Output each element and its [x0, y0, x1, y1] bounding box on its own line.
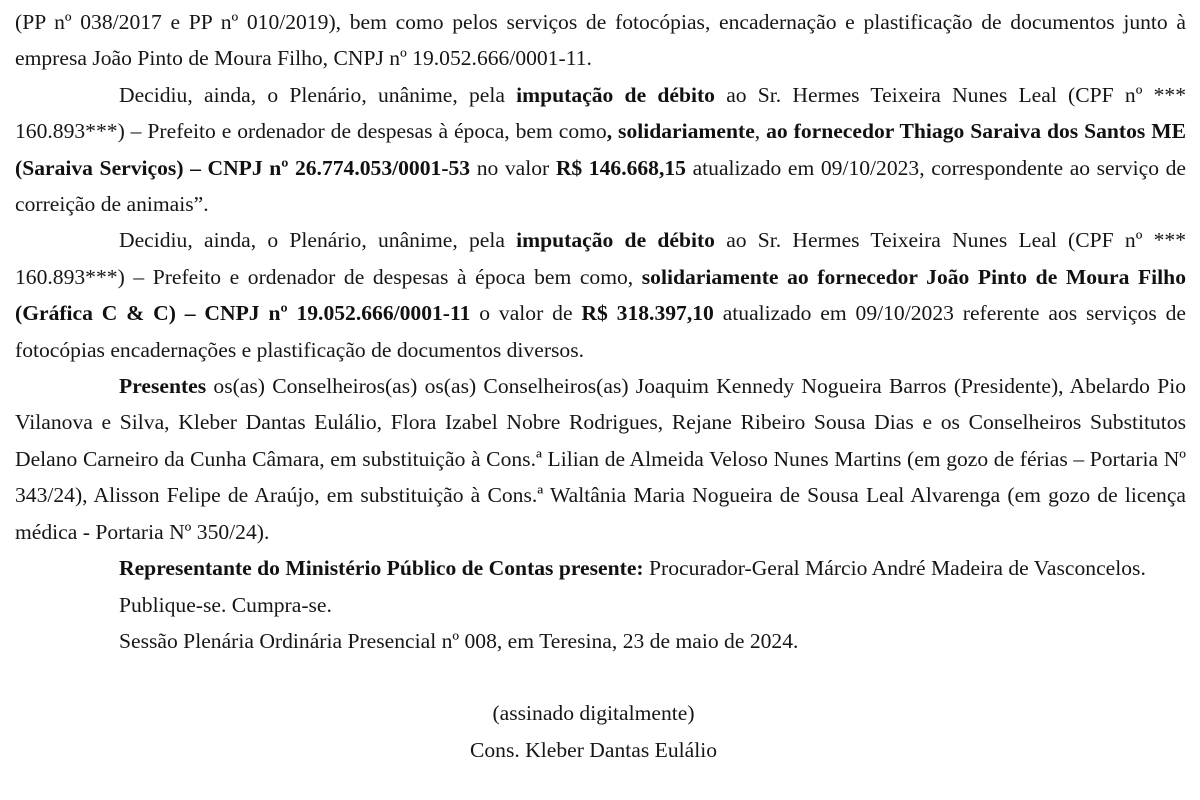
debit-amount: R$ 318.397,10	[581, 301, 714, 326]
paragraph-text: ao Sr. Hermes Teixeira Nunes Leal (CPF nº *** 160.893***) – Prefeito e ordenador de despesas à época, bem como	[15, 82, 1187, 144]
paragraph-text: atualizado em 09/10/2023 referente aos serviços de fotocópias encadernações e plastificação de documentos diversos.	[15, 301, 1186, 362]
paragraph-debit-thiago	[15, 77, 1186, 223]
paragraph-text: ,	[754, 119, 767, 144]
paragraph-prosecutor	[15, 550, 1186, 586]
bold-text: ao fornecedor Thiago Saraiva dos Santos ME (Saraiva Serviços) – CNPJ nº 26.774.053/0001-53	[15, 119, 1187, 180]
spacer	[15, 659, 1186, 695]
paragraph-text: o valor de	[470, 301, 582, 326]
signature-note: (assinado digitalmente)	[492, 701, 695, 726]
paragraph-text: Decidiu, ainda, o Plenário, unânime, pela	[119, 82, 517, 107]
publish-line: Publique-se. Cumpra-se.	[119, 592, 332, 617]
signature-name: Cons. Kleber Dantas Eulálio	[469, 737, 718, 762]
paragraph-text: Procurador-Geral Márcio André Madeira de Vasconcelos.	[643, 556, 1146, 581]
paragraph-text: atualizado em 09/10/2023, correspondente ao serviço de correição de animais”.	[15, 155, 1186, 217]
bold-text: Representante do Ministério Público de Contas presente:	[119, 556, 644, 581]
bold-text: Presentes	[119, 374, 207, 399]
paragraph-present-members	[15, 368, 1186, 550]
paragraph-text: (PP nº 038/2017 e PP nº 010/2019), bem como pelos serviços de fotocópias, encadernação e plastificação de documentos junto à empresa João Pinto de Moura Filho, CNPJ nº 19.052.666/0001-11.	[15, 10, 1186, 71]
session-line: Sessão Plenária Ordinária Presencial nº 008, em Teresina, 23 de maio de 2024.	[119, 628, 799, 653]
paragraph-debit-joao	[15, 222, 1186, 368]
bold-text: , solidariamente	[606, 119, 755, 144]
paragraph-services	[15, 4, 1186, 77]
paragraph-text: no valor	[470, 155, 556, 180]
paragraph-text: os(as) Conselheiros(as) os(as) Conselheiros(as) Joaquim Kennedy Nogueira Barros (Presidente), Abelardo Pio Vilanova e Silva, Kleber Dantas Eulálio, Flora Izabel Nobre Rodrigues, Rejane Ribeiro Sousa Dias e os Conselheiros Substitutos Delano Carneiro da Cunha Câmara, em substituição à Cons.ª Lilian de Almeida Veloso Nunes Martins (em gozo de férias – Portaria Nº 343/24), Alisson Felipe de Araújo, em substituição à Cons.ª Waltânia Maria Nogueira de Sousa Leal Alvarenga (em gozo de licença médica - Portaria Nº 350/24).	[15, 374, 1186, 544]
bold-text: imputação de débito	[516, 228, 715, 253]
bold-text: imputação de débito	[516, 82, 715, 107]
debit-amount: R$ 146.668,15	[555, 155, 686, 180]
paragraph-text: ao Sr. Hermes Teixeira Nunes Leal (CPF nº *** 160.893***) – Prefeito e ordenador de despesas à época bem como,	[15, 228, 1187, 289]
paragraph-text: Decidiu, ainda, o Plenário, unânime, pela	[119, 228, 517, 253]
bold-text: solidariamente ao fornecedor João Pinto de Moura Filho (Gráfica C & C) – CNPJ nº 19.052.666/0001-11	[15, 264, 1186, 326]
